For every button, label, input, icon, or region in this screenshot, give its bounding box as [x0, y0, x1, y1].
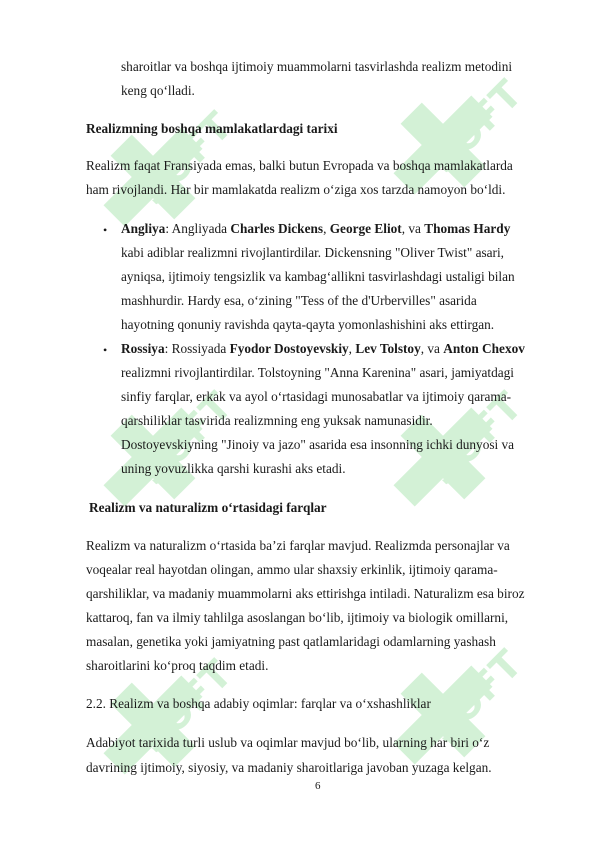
- text-span: , va: [401, 221, 425, 236]
- svg-text:SOFT: SOFT: [130, 651, 228, 762]
- author-name: Anton Chexov: [443, 341, 525, 356]
- paragraph-line: sharoitlarini ko‘proq taqdim etadi.: [86, 658, 269, 673]
- bullet-line: uning yovuzlikka qarshi kurashi aks etadi.: [121, 461, 346, 476]
- author-name: Thomas Hardy: [424, 221, 511, 236]
- paragraph-line: kattaroq, fan va ilmiy tahlilga asoslangan bo‘lib, ijtimoiy va biologik omillarni,: [86, 610, 509, 625]
- author-name: Lev Tolstoy: [355, 341, 421, 356]
- author-name: George Eliot: [329, 221, 402, 236]
- svg-text:SOFT: SOFT: [420, 383, 518, 494]
- bullet-line: mashhurdir. Hardy esa, o‘zining "Tess of the d'Urbervilles" asarida: [121, 293, 477, 308]
- bullet-marker: •: [103, 343, 108, 357]
- svg-text:SOFT: SOFT: [420, 71, 518, 182]
- author-name: Fyodor Dostoyevskiy: [229, 341, 349, 356]
- bullet-line: realizmni rivojlantirdilar. Tolstoyning "Anna Karenina" asari, jamiyatdagi: [121, 365, 514, 380]
- country-name: Angliya: [121, 221, 166, 236]
- paragraph-line: ham rivojlandi. Har bir mamlakatda realizm o‘ziga xos tarzda namoyon bo‘ldi.: [86, 182, 506, 197]
- paragraph-line: Realizm faqat Fransiyada emas, balki butun Evropada va boshqa mamlakatlarda: [86, 158, 513, 173]
- text-span: ,: [323, 221, 330, 236]
- svg-text:SOFT: SOFT: [130, 103, 228, 214]
- svg-text:SOFT: SOFT: [130, 383, 228, 494]
- paragraph-line: Adabiyot tarixida turli uslub va oqimlar mavjud bo‘lib, ularning har biri o‘z: [86, 735, 490, 750]
- text-span: : Angliyada: [165, 221, 231, 236]
- paragraph-line: sharoitlar va boshqa ijtimoiy muammolarni tasvirlashda realizm metodini: [121, 59, 513, 74]
- paragraph-line: masalan, genetika yoki jamiyatning past qatlamlaridagi odamlarning yashash: [86, 634, 496, 649]
- text-span: ,: [348, 341, 356, 356]
- bullet-line: kabi adiblar realizmni rivojlantirdilar. Dickensning "Oliver Twist" asari,: [121, 245, 504, 260]
- paragraph-line: Realizm va naturalizm o‘rtasida ba’zi farqlar mavjud. Realizmda personajlar va: [86, 538, 510, 553]
- bullet-line: ayniqsa, ijtimoiy tengsizlik va kambag‘allikni tasvirlashdagi ustaligi bilan: [121, 269, 515, 284]
- svg-text:SOFT: SOFT: [420, 641, 518, 752]
- bullet-marker: •: [103, 223, 108, 237]
- bullet-line: Dostoyevskiyning "Jinoiy va jazo" asarida esa insonning ichki dunyosi va: [121, 437, 515, 452]
- bullet-line: qarshiliklar tasvirida realizmning eng yuksak namunasidir.: [121, 413, 433, 428]
- text-span: : Rossiyada: [164, 341, 230, 356]
- section-heading: Realizm va naturalizm o‘rtasidagi farqlar: [89, 500, 327, 515]
- paragraph-line: davrining ijtimoiy, siyosiy, va madaniy sharoitlariga javoban yuzaga kelgan.: [86, 760, 492, 775]
- bullet-line: hayotning qonuniy ravishda qayta-qayta yomonlashishini aks ettirgan.: [121, 317, 495, 332]
- bullet-first-line: [121, 221, 510, 237]
- bullet-line: sinfiy farqlar, erkak va ayol o‘rtasidagi munosabatlar va ijtimoiy qarama-: [121, 389, 512, 404]
- author-name: Charles Dickens: [230, 221, 324, 236]
- paragraph-line: keng qo‘lladi.: [121, 83, 195, 98]
- section-title: 2.2. Realizm va boshqa adabiy oqimlar: farqlar va o‘xshashliklar: [86, 696, 431, 711]
- country-name: Rossiya: [121, 341, 165, 356]
- text-span: , va: [420, 341, 444, 356]
- paragraph-line: voqealar real hayotdan olingan, ammo ular shaxsiy erkinlik, ijtimoiy qarama-: [86, 562, 498, 577]
- paragraph-line: qarshiliklar, va madaniy muammolarni aks ettirishga intiladi. Naturalizm esa biroz: [86, 586, 525, 601]
- page-number: 6: [315, 780, 321, 792]
- section-heading: Realizmning boshqa mamlakatlardagi tarixi: [86, 121, 338, 136]
- bullet-first-line: [121, 341, 525, 357]
